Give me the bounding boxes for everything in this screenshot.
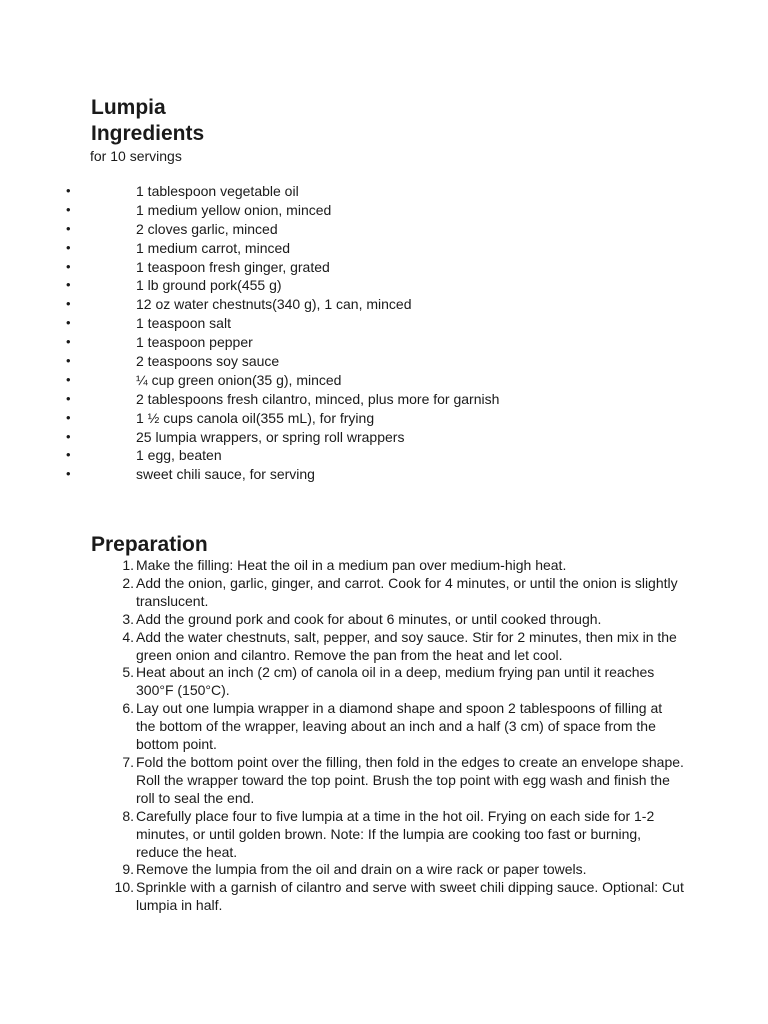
step-number: 1. bbox=[122, 557, 134, 573]
bullet-icon: • bbox=[66, 466, 71, 482]
step-number: 4. bbox=[122, 628, 134, 645]
ingredient-item bbox=[0, 352, 700, 371]
ingredients-list bbox=[0, 182, 700, 484]
ingredient-item bbox=[0, 390, 700, 409]
step-number: 2. bbox=[122, 574, 134, 591]
ingredient-item bbox=[0, 409, 700, 428]
ingredient-text: 25 lumpia wrappers, or spring roll wrappers bbox=[136, 428, 405, 445]
bullet-icon: • bbox=[66, 390, 71, 406]
step-item bbox=[0, 861, 684, 879]
step-item bbox=[0, 575, 684, 611]
ingredient-item bbox=[0, 239, 700, 258]
step-item bbox=[0, 754, 684, 808]
step-number: 7. bbox=[122, 753, 134, 770]
ingredient-text: 1 teaspoon fresh ginger, grated bbox=[136, 258, 330, 275]
ingredient-item bbox=[0, 371, 700, 390]
step-text: Heat about an inch (2 cm) of canola oil in a deep, medium frying pan until it reaches 300°F (150°C). bbox=[136, 664, 655, 699]
step-number: 5. bbox=[122, 664, 134, 681]
step-item bbox=[0, 611, 684, 629]
step-number: 10. bbox=[114, 879, 134, 896]
ingredient-text: 2 cloves garlic, minced bbox=[136, 220, 278, 237]
ingredient-text: 1 tablespoon vegetable oil bbox=[136, 183, 299, 199]
ingredient-item bbox=[0, 182, 700, 201]
step-number: 3. bbox=[122, 610, 134, 627]
step-item bbox=[0, 700, 684, 754]
step-number: 6. bbox=[122, 700, 134, 717]
bullet-icon: • bbox=[66, 258, 71, 274]
bullet-icon: • bbox=[66, 447, 71, 463]
ingredient-item bbox=[0, 314, 700, 333]
servings-note: for 10 servings bbox=[90, 148, 182, 164]
step-text: Carefully place four to five lumpia at a time in the hot oil. Frying on each side for 1-2 minutes, or until golden brown. Note: If the lumpia are cooking too fast or burning, reduce the heat. bbox=[136, 807, 655, 860]
step-text: Sprinkle with a garnish of cilantro and serve with sweet chili dipping sauce. Optional: Cut lumpia in half. bbox=[136, 879, 684, 914]
bullet-icon: • bbox=[66, 334, 71, 350]
ingredient-item bbox=[0, 295, 700, 314]
bullet-icon: • bbox=[66, 201, 71, 217]
ingredient-text: 1 teaspoon salt bbox=[136, 315, 231, 332]
ingredient-item bbox=[0, 276, 700, 295]
bullet-icon: • bbox=[66, 428, 71, 444]
step-text: Fold the bottom point over the filling, then fold in the edges to create an envelope shape. Roll the wrapper toward the top point. Brush the top point with egg wash and finish the roll to seal the end. bbox=[136, 753, 684, 806]
preparation-steps bbox=[0, 557, 700, 915]
ingredient-text: 1 teaspoon pepper bbox=[136, 334, 253, 351]
ingredient-text: 2 teaspoons soy sauce bbox=[136, 353, 280, 370]
bullet-icon: • bbox=[66, 277, 71, 293]
step-number: 9. bbox=[122, 861, 134, 878]
bullet-icon: • bbox=[66, 296, 71, 312]
ingredient-text: 12 oz water chestnuts(340 g), 1 can, minced bbox=[136, 296, 412, 313]
step-text: Remove the lumpia from the oil and drain on a wire rack or paper towels. bbox=[136, 861, 587, 878]
bullet-icon: • bbox=[66, 409, 71, 425]
step-item bbox=[0, 808, 684, 862]
step-text: Lay out one lumpia wrapper in a diamond shape and spoon 2 tablespoons of filling at the bottom of the wrapper, leaving about an inch and a half (3 cm) of space from the bottom point. bbox=[136, 700, 663, 753]
step-item bbox=[0, 557, 684, 575]
bullet-icon: • bbox=[66, 371, 71, 387]
step-item bbox=[0, 879, 684, 915]
ingredient-item bbox=[0, 446, 700, 465]
ingredient-item bbox=[0, 220, 700, 239]
ingredient-text: 1 medium carrot, minced bbox=[136, 239, 291, 256]
step-text: Make the filling: Heat the oil in a medium pan over medium-high heat. bbox=[136, 557, 567, 573]
ingredient-item bbox=[0, 333, 700, 352]
bullet-icon: • bbox=[66, 353, 71, 369]
bullet-icon: • bbox=[66, 239, 71, 255]
step-item bbox=[0, 664, 684, 700]
step-number: 8. bbox=[122, 807, 134, 824]
bullet-icon: • bbox=[66, 183, 71, 198]
ingredients-heading: Ingredients bbox=[91, 122, 205, 145]
ingredient-text: ¼ cup green onion(35 g), minced bbox=[136, 371, 342, 388]
ingredient-item bbox=[0, 201, 700, 220]
ingredient-text: 1 lb ground pork(455 g) bbox=[136, 277, 282, 294]
bullet-icon: • bbox=[66, 220, 71, 236]
recipe-title: Lumpia bbox=[91, 96, 166, 119]
ingredient-text: 1 medium yellow onion, minced bbox=[136, 201, 332, 218]
ingredient-item bbox=[0, 258, 700, 277]
step-item bbox=[0, 629, 684, 665]
ingredient-text: 2 tablespoons fresh cilantro, minced, plus more for garnish bbox=[136, 390, 500, 407]
bullet-icon: • bbox=[66, 315, 71, 331]
step-text: Add the ground pork and cook for about 6 minutes, or until cooked through. bbox=[136, 610, 602, 627]
ingredient-text: sweet chili sauce, for serving bbox=[136, 466, 315, 483]
ingredient-text: 1 ½ cups canola oil(355 mL), for frying bbox=[136, 409, 375, 426]
ingredient-item bbox=[0, 428, 700, 447]
step-text: Add the onion, garlic, ginger, and carrot. Cook for 4 minutes, or until the onion is slightly translucent. bbox=[136, 574, 678, 609]
ingredient-text: 1 egg, beaten bbox=[136, 447, 222, 464]
step-text: Add the water chestnuts, salt, pepper, and soy sauce. Stir for 2 minutes, then mix in the green onion and cilantro. Remove the pan from the heat and let cool. bbox=[136, 628, 677, 663]
preparation-heading: Preparation bbox=[91, 533, 208, 556]
ingredient-item bbox=[0, 465, 700, 484]
